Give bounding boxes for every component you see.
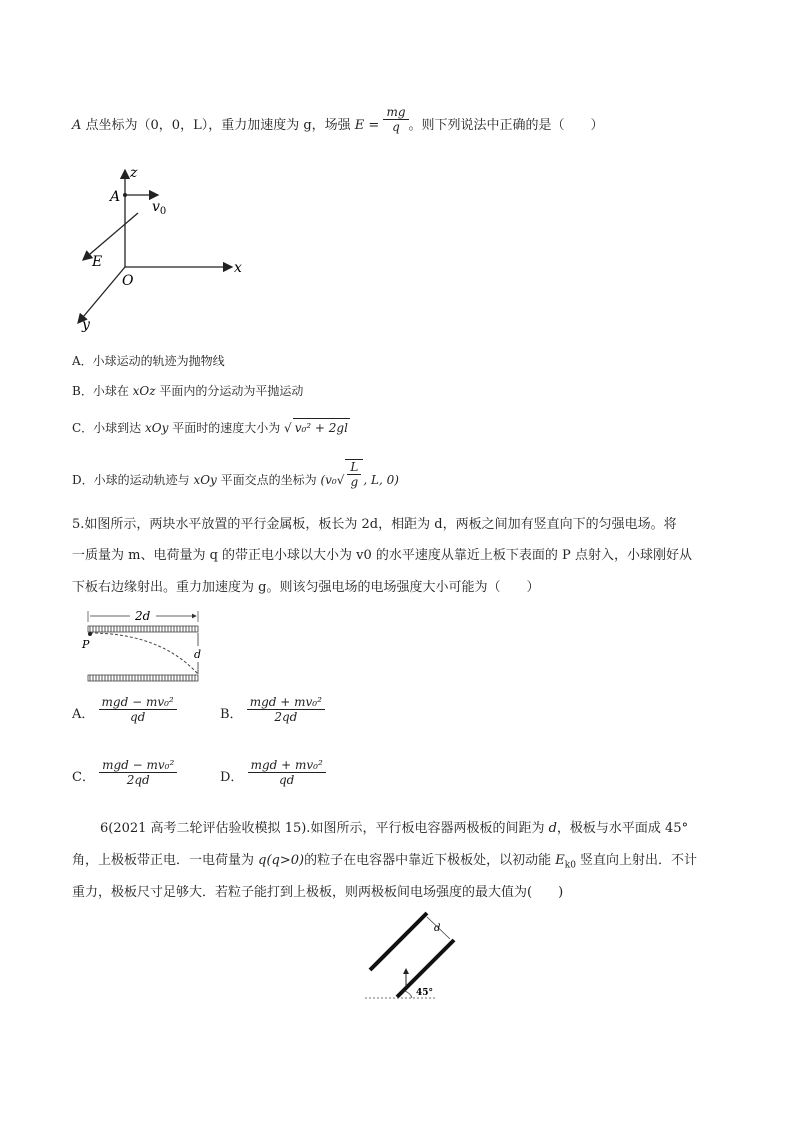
q4-option-c[interactable]: C．小球到达 xOy 平面时的速度大小为 √ v₀² + 2gl — [72, 418, 350, 437]
q4-option-b-post: 平面内的分运动为平抛运动 — [155, 384, 304, 398]
q4-stem-c: 。则下列说法中正确的是（ ） — [408, 118, 604, 133]
q4-option-b[interactable] — [72, 382, 303, 400]
q4-option-b-pre: B．小球在 — [72, 384, 133, 398]
q5-line-1: 5.如图所示，两块水平放置的平行金属板，板长为 2d，相距为 d，两板之间加有竖直向下的匀强电场。将 — [72, 517, 677, 532]
q5-plates-figure — [80, 608, 210, 688]
point-a — [123, 193, 127, 197]
q4-e-eq: E = — [354, 118, 380, 133]
q4-option-c-plane: xOy — [145, 421, 169, 435]
q4-option-a[interactable] — [72, 352, 225, 370]
q4-stem — [72, 105, 604, 135]
top-plate — [88, 626, 198, 632]
d-label: d — [434, 923, 441, 934]
z-label: z — [130, 165, 138, 181]
q4-e-num: mg — [383, 105, 408, 120]
q4-option-a-text: A．小球运动的轨迹为抛物线 — [72, 354, 225, 368]
y-label: y — [82, 317, 90, 333]
q5-line-2: 一质量为 m、电荷量为 q 的带正电小球以大小为 v0 的水平速度从靠近上板下表面的 P 点射入，小球刚好从 — [72, 548, 692, 563]
v0-label: $v_0$ — [152, 199, 167, 217]
q4-option-d-post: 平面交点的坐标为 — [216, 473, 321, 487]
e-field-arrow — [83, 213, 138, 260]
upper-plate — [370, 913, 427, 970]
q4-option-d-frac: $\frac{L}{g}$ — [345, 459, 363, 489]
q5-option-c[interactable]: C． $\frac{\text{mgd − mv₀²}}{2qd}$ — [72, 768, 177, 787]
q4-axes-figure — [70, 160, 260, 340]
q4-option-d-expr-b: , L, 0) — [363, 473, 399, 487]
x-label: x — [234, 260, 242, 276]
a-label: A — [110, 189, 121, 205]
q4-option-c-post: 平面时的速度大小为 — [168, 421, 285, 435]
e-label: E — [92, 254, 103, 270]
q6-capacitor-figure — [360, 905, 470, 1005]
q4-stem-b: 点坐标为（0，0，L），重力加速度为 g，场强 — [81, 118, 355, 133]
q4-option-d-expr-a: (v₀ — [320, 473, 337, 487]
q5-line-3: 下板右边缘射出。重力加速度为 g。则该匀强电场的电场强度大小可能为（ ） — [72, 580, 540, 595]
y-axis — [78, 267, 125, 323]
angle-arc — [404, 991, 412, 998]
q4-option-d-pre: D．小球的运动轨迹与 — [72, 473, 194, 487]
q4-stem-a: A — [72, 118, 82, 133]
q4-option-c-pre: C．小球到达 — [72, 421, 145, 435]
q6-line-3: 重力，极板尺寸足够大．若粒子能打到上极板，则两极板间电场强度的最大值为( ) — [72, 885, 564, 900]
q6-line-1: 6(2021 高考二轮评估验收模拟 15).如图所示，平行板电容器两极板的间距为 d，极板与水平面成 45° — [100, 821, 689, 836]
angle-label: 45° — [416, 988, 434, 998]
q4-option-d[interactable]: D．小球的运动轨迹与 xOy 平面交点的坐标为 (v₀√ $\frac{L}{g}$ , L, 0) — [72, 459, 399, 489]
q4-option-b-plane: xOz — [132, 384, 156, 398]
q5-option-b[interactable]: B． $\frac{\text{mgd + mv₀²}}{2qd}$ — [220, 705, 325, 724]
q6-line-2: 角，上极板带正电．一电荷量为 q(q>0)的粒子在电容器中靠近下极板处，以初动能 $E_{k0}$ 竖直向上射出．不计 — [72, 853, 698, 871]
q4-e-fraction — [383, 105, 408, 134]
q5-option-a[interactable]: A． $\frac{\text{mgd − mv₀²}}{qd}$ — [72, 705, 177, 724]
q4-e-den: q — [392, 120, 400, 134]
p-label: P — [82, 638, 90, 651]
bottom-plate — [88, 675, 198, 681]
q5-option-d[interactable]: D． $\frac{\text{mgd + mv₀²}}{qd}$ — [220, 768, 326, 787]
gap-label: d — [194, 648, 202, 661]
q4-option-c-expr: v₀² + 2gl — [293, 418, 350, 437]
trajectory — [90, 633, 198, 674]
q4-option-d-plane: xOy — [193, 473, 217, 487]
point-p — [88, 632, 92, 636]
o-label: O — [122, 273, 134, 289]
length-label: 2d — [135, 609, 151, 623]
